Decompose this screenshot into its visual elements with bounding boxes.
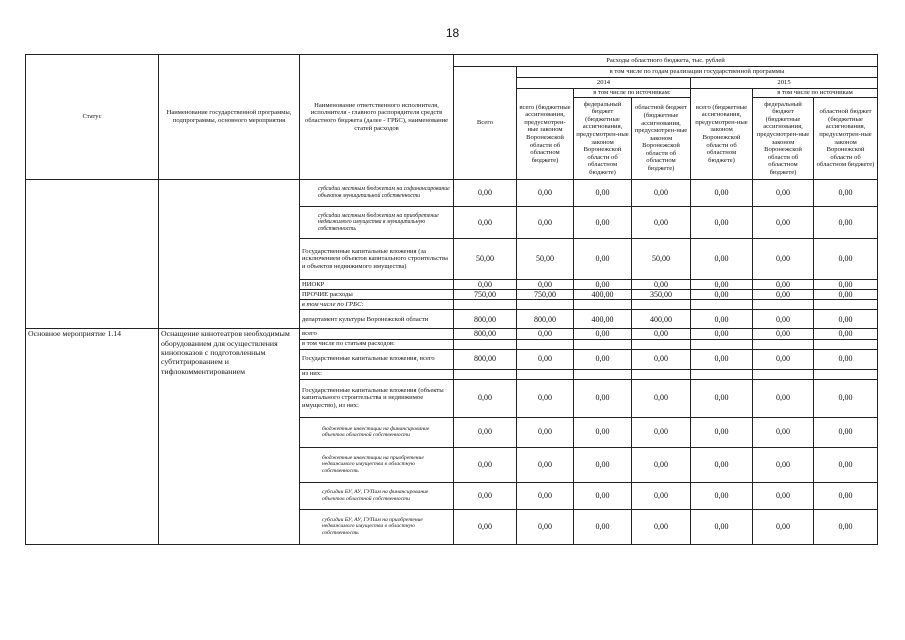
- value-cell: [814, 369, 878, 379]
- value-cell: 400,00: [632, 310, 691, 329]
- value-cell: 0,00: [691, 239, 753, 280]
- budget-table: [25, 54, 878, 545]
- value-cell: 0,00: [632, 482, 691, 509]
- value-cell: 800,00: [454, 329, 517, 339]
- table-row: [26, 329, 878, 339]
- row-label: бюджетные инвестиции на финансирование объектов областной собственности: [300, 417, 454, 447]
- value-cell: 0,00: [753, 417, 814, 447]
- value-cell: [691, 369, 753, 379]
- value-cell: [454, 300, 517, 310]
- table-row: [26, 180, 878, 207]
- value-cell: 0,00: [574, 482, 632, 509]
- value-cell: 0,00: [753, 379, 814, 417]
- value-cell: 0,00: [574, 329, 632, 339]
- value-cell: 0,00: [691, 207, 753, 239]
- value-cell: 0,00: [691, 349, 753, 369]
- header-status: Статус: [26, 55, 159, 180]
- page-number: 18: [445, 26, 460, 40]
- value-cell: 0,00: [691, 447, 753, 482]
- value-cell: 0,00: [814, 379, 878, 417]
- row-label: субсидии местным бюджетам на приобретение недвижимого имущества в муниципальную собственность: [300, 207, 454, 239]
- value-cell: 400,00: [574, 290, 632, 300]
- value-cell: 0,00: [517, 207, 574, 239]
- value-cell: 0,00: [454, 509, 517, 544]
- value-cell: [814, 339, 878, 349]
- value-cell: 0,00: [691, 180, 753, 207]
- value-cell: 0,00: [632, 509, 691, 544]
- value-cell: 0,00: [814, 310, 878, 329]
- value-cell: 0,00: [753, 290, 814, 300]
- value-cell: 0,00: [632, 180, 691, 207]
- value-cell: [632, 339, 691, 349]
- value-cell: 0,00: [517, 447, 574, 482]
- value-cell: 0,00: [691, 310, 753, 329]
- value-cell: 0,00: [517, 417, 574, 447]
- value-cell: 0,00: [691, 290, 753, 300]
- header-2014-federal: федеральный бюджет (бюджетные ассигнования, предусмотрен-ные законом Воронежской области об областном бюджете): [574, 98, 632, 180]
- header-executor: Наименование ответственного исполнителя, исполнителя - главного распорядителя средств областного бюджета (далее - ГРБС), наименование статей расходов: [300, 55, 454, 180]
- value-cell: 800,00: [454, 310, 517, 329]
- value-cell: 0,00: [814, 482, 878, 509]
- header-year-2015: 2015: [691, 78, 878, 89]
- row-label: ПРОЧИЕ расходы: [300, 290, 454, 300]
- value-cell: 0,00: [753, 239, 814, 280]
- value-cell: 0,00: [517, 482, 574, 509]
- value-cell: 0,00: [517, 180, 574, 207]
- value-cell: 0,00: [454, 280, 517, 290]
- value-cell: 0,00: [454, 447, 517, 482]
- value-cell: 0,00: [574, 239, 632, 280]
- value-cell: 0,00: [517, 349, 574, 369]
- header-2015-federal: федеральный бюджет (бюджетные ассигнования, предусмотрен-ные законом Воронежской области об областном бюджете): [753, 98, 814, 180]
- value-cell: 800,00: [517, 310, 574, 329]
- value-cell: 0,00: [574, 349, 632, 369]
- value-cell: 0,00: [753, 280, 814, 290]
- row-label: в том числе по статьям расходов:: [300, 339, 454, 349]
- header-2015-vsego: всего (бюджетные ассигнования, предусмотрен-ные законом Воронежской области об областном бюджете): [691, 89, 753, 180]
- value-cell: 0,00: [753, 482, 814, 509]
- value-cell: [814, 300, 878, 310]
- value-cell: [753, 300, 814, 310]
- value-cell: 0,00: [691, 280, 753, 290]
- value-cell: [574, 339, 632, 349]
- value-cell: 0,00: [814, 290, 878, 300]
- header-program: Наименование государственной программы, подпрограммы, основного мероприятия: [159, 55, 300, 180]
- value-cell: [574, 300, 632, 310]
- row-label: субсидии БУ, АУ, ГУПам на приобретение недвижимого имущества в областную собственность: [300, 509, 454, 544]
- header-2014-sources: в том числе по источникам:: [574, 89, 691, 98]
- value-cell: 0,00: [753, 349, 814, 369]
- value-cell: 400,00: [574, 310, 632, 329]
- value-cell: 0,00: [632, 379, 691, 417]
- value-cell: [632, 369, 691, 379]
- value-cell: 0,00: [814, 239, 878, 280]
- value-cell: 50,00: [454, 239, 517, 280]
- value-cell: 0,00: [574, 509, 632, 544]
- row-label: бюджетные инвестиции на приобретение недвижимого имущества в областную собственность: [300, 447, 454, 482]
- value-cell: 0,00: [574, 417, 632, 447]
- value-cell: 0,00: [753, 180, 814, 207]
- value-cell: [632, 300, 691, 310]
- value-cell: 0,00: [691, 379, 753, 417]
- value-cell: 0,00: [632, 329, 691, 339]
- program-cell-empty: [159, 180, 300, 329]
- value-cell: 0,00: [814, 349, 878, 369]
- value-cell: [691, 300, 753, 310]
- value-cell: 0,00: [517, 379, 574, 417]
- measure-status: Основное мероприятие 1.14: [26, 329, 159, 544]
- header-total: Всего: [454, 67, 517, 180]
- value-cell: [517, 369, 574, 379]
- header-2015-sources: в том числе по источникам: [753, 89, 878, 98]
- value-cell: 0,00: [574, 207, 632, 239]
- header-year-2014: 2014: [517, 78, 691, 89]
- value-cell: 0,00: [691, 417, 753, 447]
- value-cell: 0,00: [454, 417, 517, 447]
- header-2014-regional: областной бюджет (бюджетные ассигнования, предусмотрен-ные законом Воронежской области об областном бюджете): [632, 98, 691, 180]
- value-cell: 0,00: [574, 280, 632, 290]
- value-cell: 50,00: [632, 239, 691, 280]
- value-cell: [574, 369, 632, 379]
- value-cell: 0,00: [814, 329, 878, 339]
- row-label: всего: [300, 329, 454, 339]
- value-cell: 0,00: [632, 280, 691, 290]
- row-label: из них:: [300, 369, 454, 379]
- row-label: субсидии местным бюджетам на софинансирование объектов муниципальной собственности: [300, 180, 454, 207]
- value-cell: 0,00: [753, 310, 814, 329]
- value-cell: 0,00: [814, 509, 878, 544]
- value-cell: 0,00: [691, 482, 753, 509]
- value-cell: [753, 339, 814, 349]
- value-cell: 0,00: [691, 329, 753, 339]
- value-cell: [517, 300, 574, 310]
- value-cell: [753, 369, 814, 379]
- value-cell: 0,00: [517, 280, 574, 290]
- value-cell: [691, 339, 753, 349]
- value-cell: 0,00: [454, 207, 517, 239]
- value-cell: 0,00: [814, 280, 878, 290]
- value-cell: 0,00: [632, 417, 691, 447]
- row-label: Государственные капитальные вложения, всего: [300, 349, 454, 369]
- measure-name: Оснащение кинотеатров необходимым оборудованием для осуществления кинопоказов с подготовленным субтитрированием и тифлокомментированием: [159, 329, 300, 544]
- row-label: в том числе по ГРБС:: [300, 300, 454, 310]
- value-cell: 0,00: [814, 180, 878, 207]
- value-cell: 50,00: [517, 239, 574, 280]
- value-cell: 0,00: [814, 207, 878, 239]
- value-cell: 0,00: [753, 207, 814, 239]
- value-cell: 0,00: [454, 482, 517, 509]
- status-cell-empty: [26, 180, 159, 329]
- value-cell: 0,00: [517, 329, 574, 339]
- value-cell: 800,00: [454, 349, 517, 369]
- value-cell: 0,00: [814, 417, 878, 447]
- value-cell: 0,00: [517, 509, 574, 544]
- value-cell: 350,00: [632, 290, 691, 300]
- value-cell: 0,00: [753, 509, 814, 544]
- value-cell: [454, 339, 517, 349]
- value-cell: 0,00: [632, 207, 691, 239]
- value-cell: 0,00: [814, 447, 878, 482]
- value-cell: 0,00: [632, 447, 691, 482]
- value-cell: 0,00: [691, 509, 753, 544]
- header-2014-vsego: всего (бюджетные ассигнования, предусмотрен-ные законом Воронежской области об областном бюджете): [517, 89, 574, 180]
- value-cell: 0,00: [574, 379, 632, 417]
- row-label: департамент культуры Воронежской области: [300, 310, 454, 329]
- header-by-years: в том числе по годам реализации государственной программы: [517, 67, 878, 78]
- value-cell: 0,00: [753, 329, 814, 339]
- value-cell: 750,00: [454, 290, 517, 300]
- value-cell: 0,00: [574, 447, 632, 482]
- row-label: субсидии БУ, АУ, ГУПам на финансирование объектов областной собственности: [300, 482, 454, 509]
- value-cell: [454, 369, 517, 379]
- value-cell: 0,00: [454, 379, 517, 417]
- row-label: Государственные капитальные вложения (за исключением объектов капитального строительства и объектов недвижимого имущества): [300, 239, 454, 280]
- value-cell: [517, 339, 574, 349]
- value-cell: 0,00: [454, 180, 517, 207]
- header-2015-regional: областной бюджет (бюджетные ассигнования, предусмотрен-ные законом Воронежской области об областном бюджете): [814, 98, 878, 180]
- header-expenses: Расходы областного бюджета, тыс. рублей: [454, 55, 878, 67]
- value-cell: 0,00: [574, 180, 632, 207]
- value-cell: 0,00: [753, 447, 814, 482]
- value-cell: 0,00: [632, 349, 691, 369]
- value-cell: 750,00: [517, 290, 574, 300]
- row-label: НИОКР: [300, 280, 454, 290]
- row-label: Государственные капитальные вложения (объекты капитального строительства и недвижимое имущество), из них:: [300, 379, 454, 417]
